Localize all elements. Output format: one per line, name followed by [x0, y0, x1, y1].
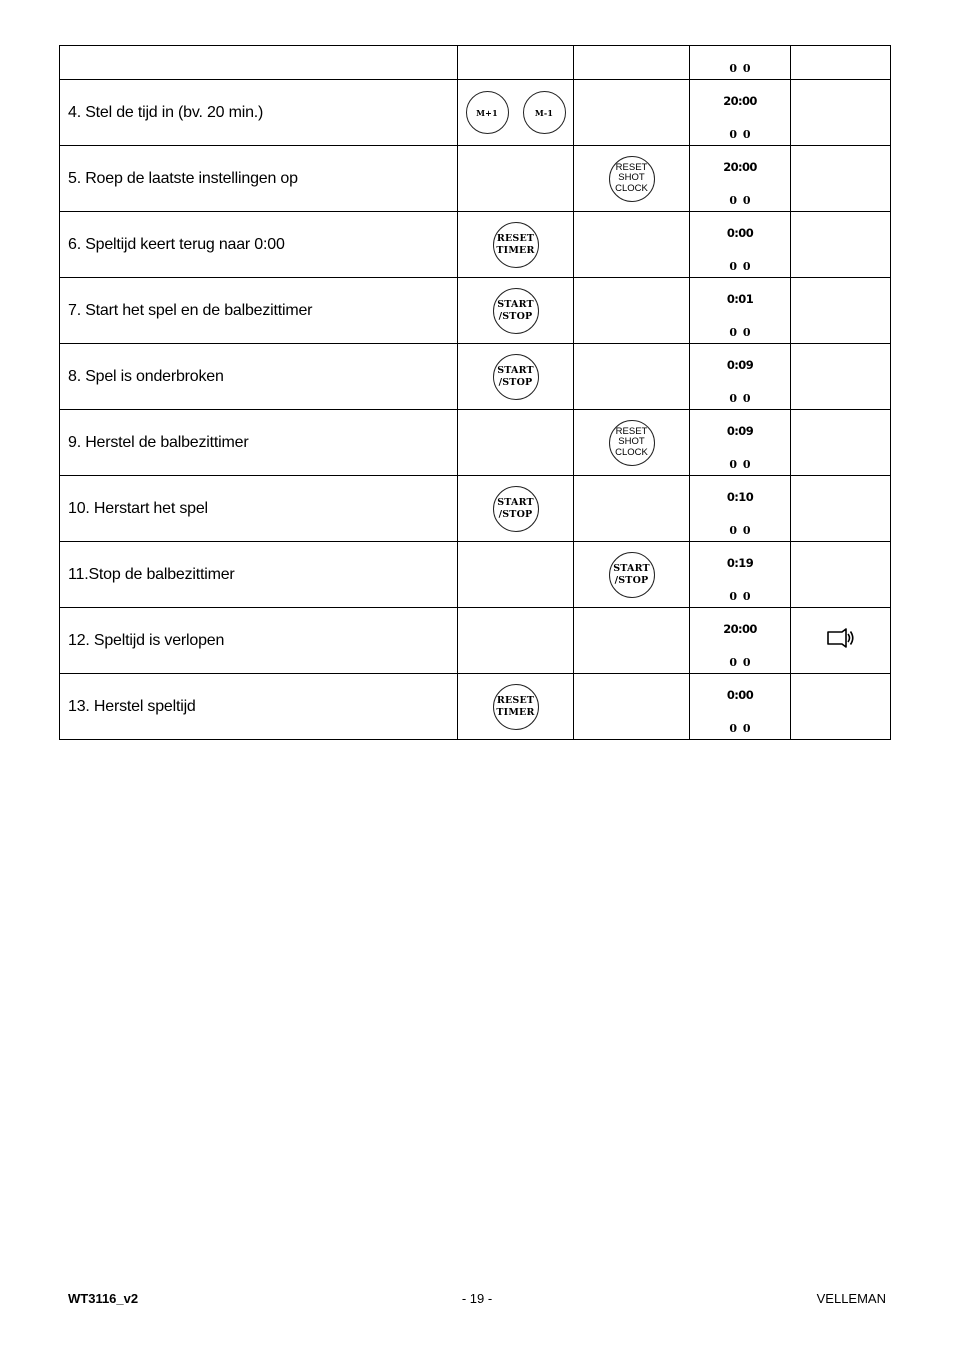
display-shot-value: 0 0	[729, 128, 751, 141]
display-shot-value: 0 0	[729, 62, 751, 75]
table-row	[60, 278, 891, 344]
button2-cell	[574, 344, 690, 410]
sound-cell	[791, 608, 891, 674]
button1-cell	[458, 212, 574, 278]
display-cell	[690, 674, 791, 740]
header-button1-cell	[458, 46, 574, 80]
button1-cell	[458, 278, 574, 344]
header-description-cell	[60, 46, 458, 80]
display-time-value: 0:09	[726, 358, 754, 372]
button2-cell	[574, 146, 690, 212]
step-description: 10. Herstart het spel	[60, 476, 458, 542]
button2-cell	[574, 80, 690, 146]
sound-cell	[791, 542, 891, 608]
table-row	[60, 146, 891, 212]
sound-cell	[791, 278, 891, 344]
step-description: 8. Spel is onderbroken	[60, 344, 458, 410]
header-sound-cell	[791, 46, 891, 80]
display-cell	[690, 146, 791, 212]
sound-cell	[791, 476, 891, 542]
button2-cell	[574, 674, 690, 740]
display-cell	[690, 212, 791, 278]
m-plus-1-icon: M+1	[466, 91, 509, 134]
display-time-value: 20:00	[723, 94, 757, 108]
display-time-value: 0:19	[726, 556, 754, 570]
display-time-value: 20:00	[723, 160, 757, 174]
step-description: 5. Roep de laatste instellingen op	[60, 146, 458, 212]
sound-cell	[791, 80, 891, 146]
button1-cell	[458, 674, 574, 740]
reset-timer-icon: RESET TIMER	[493, 684, 539, 730]
button1-cell	[458, 542, 574, 608]
steps-table-body	[60, 46, 891, 740]
step-description: 4. Stel de tijd in (bv. 20 min.)	[60, 80, 458, 146]
sound-cell	[791, 410, 891, 476]
table-row	[60, 608, 891, 674]
display-shot-value: 0 0	[729, 326, 751, 339]
table-row	[60, 212, 891, 278]
display-time-value: 0:00	[726, 226, 754, 240]
table-row	[60, 344, 891, 410]
button1-cell	[458, 344, 574, 410]
reset-timer-icon: RESET TIMER	[493, 222, 539, 268]
display-cell	[690, 80, 791, 146]
display-cell	[690, 542, 791, 608]
display-time-value: 0:01	[726, 292, 754, 306]
display-cell	[690, 410, 791, 476]
display-shot-value: 0 0	[729, 458, 751, 471]
start-stop-icon: START /STOP	[493, 354, 539, 400]
reset-shot-clock-icon: RESET SHOT CLOCK	[609, 156, 655, 202]
display-shot-value: 0 0	[729, 524, 751, 537]
button2-cell	[574, 410, 690, 476]
button1-cell	[458, 476, 574, 542]
steps-table	[59, 45, 891, 740]
table-row	[60, 80, 891, 146]
display-cell	[690, 608, 791, 674]
button2-cell	[574, 542, 690, 608]
button2-cell	[574, 212, 690, 278]
start-stop-icon: START /STOP	[493, 288, 539, 334]
step-description: 11.Stop de balbezittimer	[60, 542, 458, 608]
display-cell	[690, 278, 791, 344]
buzzer-sound-icon	[826, 627, 856, 649]
display-cell	[690, 344, 791, 410]
display-shot-value: 0 0	[729, 656, 751, 669]
button1-cell	[458, 608, 574, 674]
start-stop-icon: START /STOP	[609, 552, 655, 598]
header-display-cell	[690, 46, 791, 80]
reset-shot-clock-icon: RESET SHOT CLOCK	[609, 420, 655, 466]
footer-brand: VELLEMAN	[816, 1291, 886, 1306]
display-shot-value: 0 0	[729, 392, 751, 405]
sound-cell	[791, 344, 891, 410]
table-row	[60, 410, 891, 476]
button1-cell	[458, 410, 574, 476]
display-shot-value: 0 0	[729, 260, 751, 273]
display-time-value: 0:09	[726, 424, 754, 438]
step-description: 12. Speltijd is verlopen	[60, 608, 458, 674]
button1-cell	[458, 80, 574, 146]
step-description: 13. Herstel speltijd	[60, 674, 458, 740]
table-row	[60, 476, 891, 542]
table-row	[60, 542, 891, 608]
step-description: 9. Herstel de balbezittimer	[60, 410, 458, 476]
button1-cell	[458, 146, 574, 212]
button2-cell	[574, 476, 690, 542]
start-stop-icon: START /STOP	[493, 486, 539, 532]
display-time-value: 0:00	[726, 688, 754, 702]
button2-cell	[574, 278, 690, 344]
footer-model: WT3116_v2	[68, 1291, 139, 1306]
sound-cell	[791, 674, 891, 740]
sound-cell	[791, 212, 891, 278]
display-shot-value: 0 0	[729, 194, 751, 207]
header-button2-cell	[574, 46, 690, 80]
display-cell	[690, 476, 791, 542]
display-time-value: 0:10	[726, 490, 754, 504]
sound-cell	[791, 146, 891, 212]
step-description: 7. Start het spel en de balbezittimer	[60, 278, 458, 344]
step-description: 6. Speltijd keert terug naar 0:00	[60, 212, 458, 278]
table-row	[60, 674, 891, 740]
footer-page-number: - 19 -	[461, 1291, 493, 1306]
display-shot-value: 0 0	[729, 722, 751, 735]
m-minus-1-icon: M-1	[523, 91, 566, 134]
table-header-row	[60, 46, 891, 80]
button2-cell	[574, 608, 690, 674]
display-time-value: 20:00	[723, 622, 757, 636]
display-shot-value: 0 0	[729, 590, 751, 603]
